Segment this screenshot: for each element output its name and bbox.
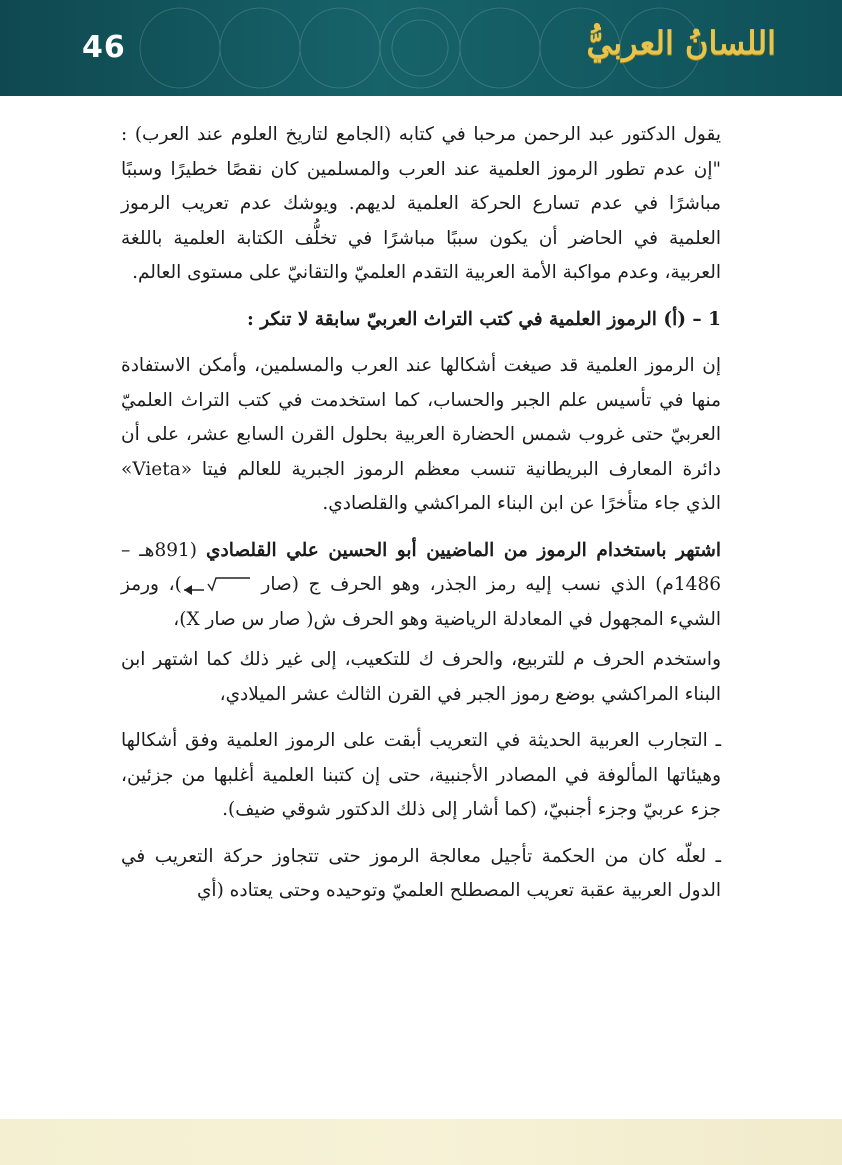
paragraph: يقول الدكتور عبد الرحمن مرحبا في كتابه (الجامع لتاريخ العلوم عند العرب) : "إن عدم تطور الرموز العلمية عند العرب والمسلمين كان نقصًا خطيرًا وسببًا مباشرًا في عدم تسارع الحركة العلمية لديهم. ويوشك عدم تعريب الرموز العلمية في الحاضر أن يكون سببًا مباشرًا في تخلُّف الكتابة العلمية باللغة العربية، وعدم مواكبة الأمة العربية التقدم العلميّ والتقانيّ على مستوى العالم. — [121, 124, 721, 283]
paragraph: إن الرموز العلمية قد صيغت أشكالها عند العرب والمسلمين، وأمكن الاستفادة منها في تأسيس علم الجبر والحساب، كما استخدمت في كتب التراث العلميّ العربيّ حتى غروب شمس الحضارة العربية بحلول القرن السابع عشر، على أن دائرة المعارف البريطانية تنسب معظم الرموز الجبرية للعالم فيتا «Vieta» الذي جاء متأخرًا عن ابن البناء المراكشي والقلصادي. — [121, 355, 721, 514]
paragraph-text: (891هـ – 1486م) الذي نسب إليه رمز الجذر، وهو الحرف ج (صار — [121, 539, 721, 595]
paragraph — [121, 534, 721, 638]
paragraph: ـ التجارب العربية الحديثة في التعريب أبقت على الرموز العلمية وفق أشكالها وهيئاتها المألوفة في المصادر الأجنبية، حتى إن كتبنا العلمية أغلبها من جزئين، جزء عربيّ وجزء أجنبيّ، (كما أشار إلى ذلك الدكتور شوقي ضيف). — [121, 730, 721, 820]
bold-lead-text: اشتهر باستخدام الرموز من الماضيين أبو الحسين علي القلصادي — [205, 539, 721, 561]
section-heading: 1 – (أ) الرموز العلمية في كتب التراث العربيّ سابقة لا تنكر : — [247, 308, 721, 330]
magazine-logo: اللسانُ العربيُّ — [586, 24, 776, 62]
page-footer-band — [0, 1119, 842, 1165]
paragraph: واستخدم الحرف م للتربيع، والحرف ك للتكعيب، إلى غير ذلك كما اشتهر ابن البناء المراكشي بوضع رموز الجبر في القرن الثالث عشر الميلادي، — [121, 649, 721, 705]
page-header — [0, 0, 842, 96]
article-body — [121, 118, 721, 921]
paragraph: ـ لعلّه كان من الحكمة تأجيل معالجة الرموز حتى تتجاوز حركة التعريب في الدول العربية عقبة تعريب المصطلح العلميّ وتوحيده وحتى يعتاده (أي — [121, 845, 721, 901]
radical-symbol-icon — [182, 574, 252, 596]
page-number: 46 — [82, 30, 126, 65]
paragraph-text: )، ورمز الشيء المجهول في المعادلة الرياضية وهو الحرف ش( صار س صار X)، — [121, 574, 721, 630]
